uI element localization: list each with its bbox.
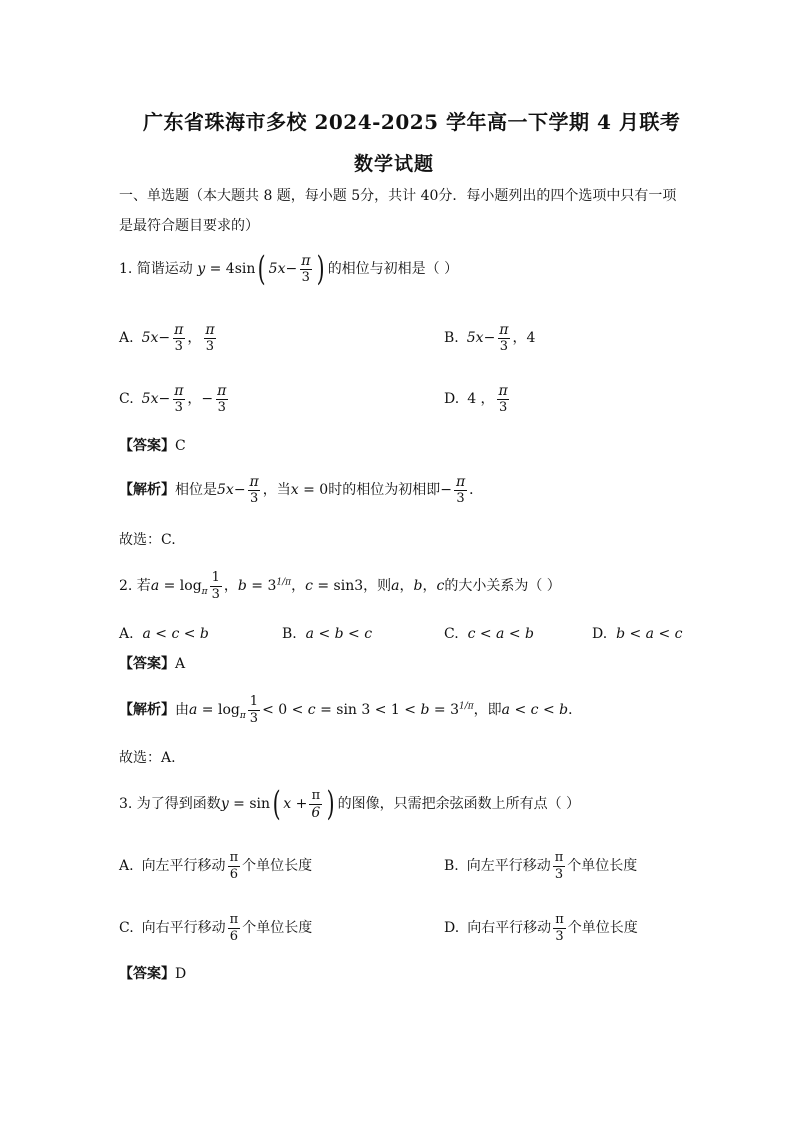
option-letter: A.	[119, 330, 134, 346]
q2-analysis: 【解析】 由 $a = \log_\pi$ $\frac{1}{3}$ < $0 < c = \sin 3 < 1 < b = 3^{1/\pi}$ ，即 a < c < b．	[119, 693, 583, 726]
q2-option-d: D. b < a < c	[592, 626, 683, 642]
q1-option-b: B. 5x− $\frac{\pi}{3}$ ，4	[444, 321, 536, 354]
option-letter: D.	[444, 391, 460, 407]
q1-option-a: A. 5x− $\frac{\pi}{3}$ ， $\frac{\pi}{3}$	[119, 321, 215, 354]
question-1-suffix: 的相位与初相是（ ）	[327, 261, 459, 277]
q3-answer: 【答案】D	[119, 966, 187, 982]
q1-formula: y = 4sin	[192, 261, 256, 277]
section-heading-line2: 是最符合题目要求的）	[119, 218, 259, 234]
q1-analysis: 【解析】 相位是 5x− $\frac{\pi}{3}$ ，当 x = 0 时的相位为初相即 − $\frac{\pi}{3}$ ．	[119, 473, 484, 506]
option-letter: C.	[119, 391, 134, 407]
question-1: 1. 简谐运动 y = 4sin ( 5x− $\frac{\pi}{3}$ ) 的相位与初相是（ ）	[119, 249, 459, 289]
page-title: 广东省珠海市多校 2024-2025 学年高一下学期 4 月联考	[143, 110, 681, 134]
option-letter: B.	[444, 330, 459, 346]
q3-option-c: C. 向右平行移动 $\frac{\pi}{6}$ 个单位长度	[119, 911, 313, 944]
page-subtitle: 数学试题	[354, 153, 435, 175]
q3-option-d: D. 向右平行移动 $\frac{\pi}{3}$ 个单位长度	[444, 911, 638, 944]
q1-choose: 故选：C.	[119, 532, 176, 548]
q2-choose: 故选：A.	[119, 750, 176, 766]
q1-answer: 【答案】C	[119, 438, 186, 454]
q1-paren-left: (	[258, 249, 267, 289]
q2-answer: 【答案】A	[119, 656, 186, 672]
question-3: 3. 为了得到函数 y = sin ( x + $\frac{\pi}{6}$ ) 的图像，只需把余弦函数上所有点（ ）	[119, 784, 581, 824]
q3-option-b: B. 向左平行移动 $\frac{\pi}{3}$ 个单位长度	[444, 849, 638, 882]
q3-option-a: A. 向左平行移动 $\frac{\pi}{6}$ 个单位长度	[119, 849, 313, 882]
section-heading-line1: 一、单选题（本大题共 8 题，每小题 5分，共计 40分．每小题列出的四个选项中只有一项	[119, 188, 677, 204]
q1-option-d: D. 4 ， $\frac{\pi}{3}$	[444, 382, 508, 415]
q2-option-c: C. c < a < b	[444, 626, 534, 642]
q2-option-b: B. a < b < c	[282, 626, 373, 642]
q1-option-c: C. 5x− $\frac{\pi}{3}$ ，− $\frac{\pi}{3}$	[119, 382, 227, 415]
q1-frac: $\frac{\pi}{3}$	[301, 252, 311, 285]
question-2: 2. 若 $a = \log_\pi$ $\frac{1}{3}$ ， $b = 3^{1/\pi}$ ， c = sin3 ，则 a，b，c 的大小关系为（ ）	[119, 569, 561, 602]
q1-paren-right: )	[317, 249, 326, 289]
q2-option-a: A. a < c < b	[119, 626, 209, 642]
question-1-prefix: 1. 简谐运动	[119, 261, 193, 277]
